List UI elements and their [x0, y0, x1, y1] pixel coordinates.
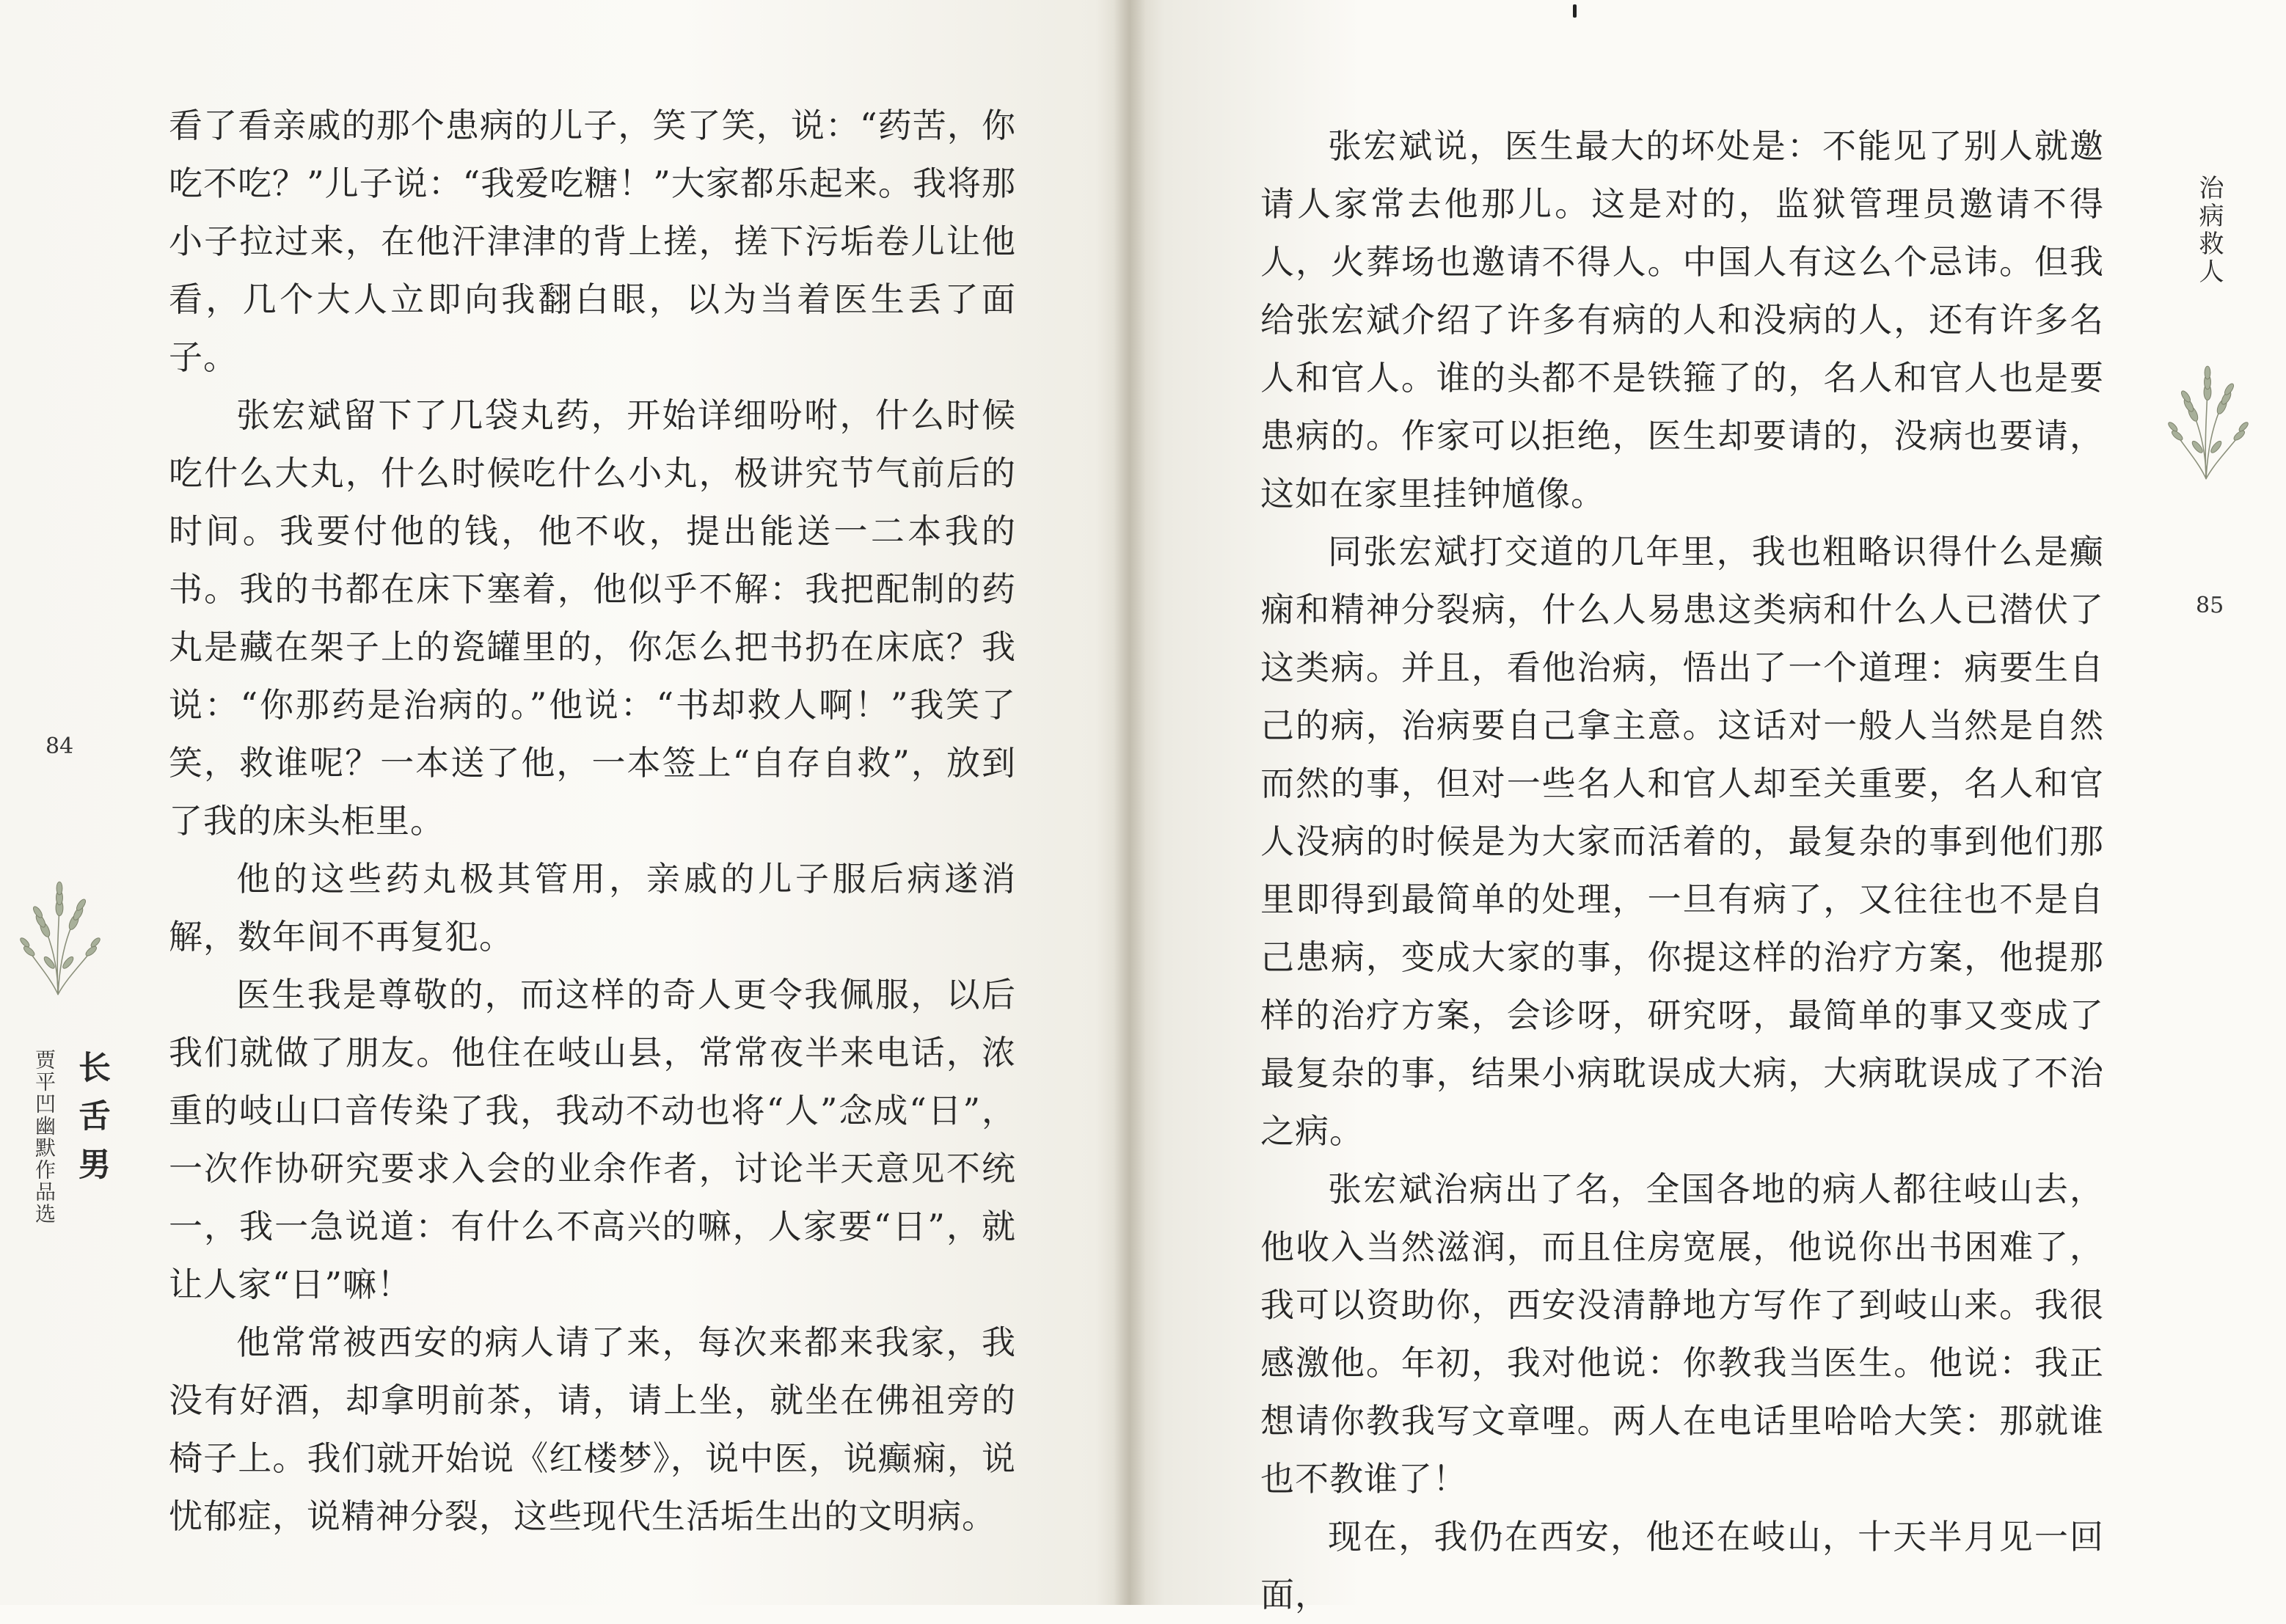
book-title: 长舌男 [73, 1050, 110, 1196]
plant-sprig-icon [16, 869, 103, 998]
page-number: 84 [45, 734, 74, 759]
book-subtitle: 贾平凹幽默作品选 [32, 1049, 56, 1225]
chapter-title: 治病救人 [2194, 175, 2224, 286]
paragraph: 张宏斌说，医生最大的坏处是：不能见了别人就邀请人家常去他那儿。这是对的，监狱管理员邀请不得人，火葬场也邀请不得人。中国人有这么个忌讳。但我给张宏斌介绍了许多有病的人和没病的人，还有许多名人和官人。谁的头都不是铁箍了的，名人和官人也是要患病的。作家可以拒绝，医生却要请的，没病也要请，这如在家里挂钟馗像。 [1260, 126, 2104, 513]
paragraph: 现在，我仍在西安，他还在岐山，十天半月见一回面， [1260, 1517, 2104, 1614]
left-page [0, 0, 1130, 1605]
paragraph: 他常常被西安的病人请了来，每次来都来我家，我没有好酒，却拿明前茶，请，请上坐，就坐在佛祖旁的椅子上。我们就开始说《红楼梦》，说中医，说癫痫，说忧郁症，说精神分裂，这些现代生活垢生出的文明病。 [169, 1323, 1016, 1536]
paragraph: 他的这些药丸极其管用，亲戚的儿子服后病遂消解，数年间不再复犯。 [169, 859, 1016, 957]
left-page-body [169, 97, 1016, 1546]
plant-sprig-icon [2164, 354, 2251, 482]
page-number: 85 [2196, 593, 2224, 618]
paragraph: 医生我是尊敬的，而这样的奇人更令我佩服，以后我们就做了朋友。他住在岐山县，常常夜半来电话，浓重的岐山口音传染了我，我动不动也将“人”念成“日”，一次作协研究要求入会的业余作者，讨论半天意见不统一，我一急说道：有什么不高兴的嘛，人家要“日”，就让人家“日”嘛！ [169, 975, 1016, 1304]
book-spine [1114, 0, 1146, 1605]
paragraph: 同张宏斌打交道的几年里，我也粗略识得什么是癫痫和精神分裂病，什么人易患这类病和什么人已潜伏了这类病。并且，看他治病，悟出了一个道理：病要生自己的病，治病要自己拿主意。这话对一般人当然是自然而然的事，但对一些名人和官人却至关重要，名人和官人没病的时候是为大家而活着的，最复杂的事到他们那里即得到最简单的处理，一旦有病了，又往往也不是自己患病，变成大家的事，你提这样的治疗方案，他提那样的治疗方案，会诊呀，研究呀，最简单的事又变成了最复杂的事，结果小病耽误成大病，大病耽误成了不治之病。 [1260, 532, 2104, 1151]
right-page-body [1260, 117, 2104, 1624]
paragraph: 张宏斌留下了几袋丸药，开始详细吩咐，什么时候吃什么大丸，什么时候吃什么小丸，极讲究节气前后的时间。我要付他的钱，他不收，提出能送一二本我的书。我的书都在床下塞着，他似乎不解：我把配制的药丸是藏在架子上的瓷罐里的，你怎么把书扔在床底？我说：“你那药是治病的。”他说：“书却救人啊！”我笑了笑，救谁呢？一本送了他，一本签上“自存自救”，放到了我的床头柜里。 [169, 395, 1016, 841]
scan-speck [1573, 4, 1577, 18]
paragraph: 看了看亲戚的那个患病的儿子，笑了笑，说：“药苦，你吃不吃？”儿子说：“我爱吃糖！”大家都乐起来。我将那小子拉过来，在他汗津津的背上搓，搓下污垢卷儿让他看，几个大人立即向我翻白眼，以为当着医生丢了面子。 [169, 106, 1016, 377]
paragraph: 张宏斌治病出了名，全国各地的病人都往岐山去，他收入当然滋润，而且住房宽展，他说你出书困难了，我可以资助你，西安没清静地方写作了到岐山来。我很感激他。年初，我对他说：你教我当医生。他说：我正想请你教我写文章哩。两人在电话里哈哈大笑：那就谁也不教谁了！ [1260, 1169, 2104, 1499]
